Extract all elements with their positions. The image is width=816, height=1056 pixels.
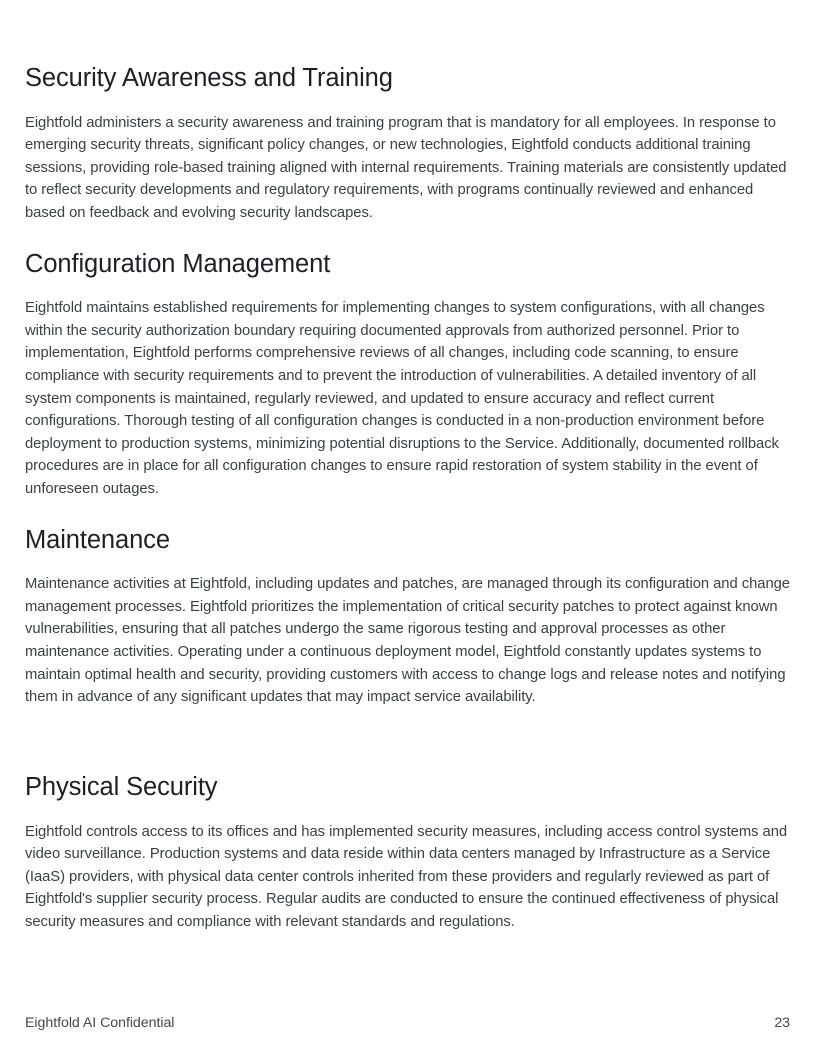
footer-page-number: 23 <box>774 1015 790 1031</box>
footer-confidentiality-notice: Eightfold AI Confidential <box>25 1015 175 1031</box>
section-configuration-management <box>25 248 790 501</box>
section-body: Eightfold administers a security awareness and training program that is mandatory for all employees. In response to emerging security threats, significant policy changes, or new technologies, Eightfold conducts additional training sessions, providing role-based training aligned with internal requirements. Training materials are consistently updated to reflect security developments and regulatory requirements, with programs continually reviewed and enhanced based on feedback and evolving security landscapes. <box>25 114 787 222</box>
document-content <box>25 0 790 933</box>
section-heading: Security Awareness and Training <box>25 64 393 92</box>
section-security-awareness-and-training <box>25 62 790 225</box>
section-body: Maintenance activities at Eightfold, including updates and patches, are managed through its configuration and change management processes. Eightfold prioritizes the implementation of critical security patches to protect against known vulnerabilities, ensuring that all patches undergo the same rigorous testing and approval processes as other maintenance activities. Operating under a continuous deployment model, Eightfold constantly updates systems to maintain optimal health and security, providing customers with access to change logs and release notes and notifying them in advance of any significant updates that may impact service availability. <box>25 576 790 706</box>
section-physical-security <box>25 771 790 934</box>
section-heading: Maintenance <box>25 525 170 554</box>
section-heading: Physical Security <box>25 772 218 801</box>
section-heading: Configuration Management <box>25 249 331 278</box>
page-footer <box>25 1015 790 1031</box>
section-body: Eightfold controls access to its offices and has implemented security measures, including access control systems and video surveillance. Production systems and data reside within data centers managed by Infrastructure as a Service (IaaS) providers, with physical data center controls inherited from these providers and regularly reviewed as part of Eightfold's supplier security process. Regular audits are conducted to ensure the continued effectiveness of physical security measures and compliance with relevant standards and regulations. <box>25 823 788 930</box>
section-body: Eightfold maintains established requirements for implementing changes to system configurations, with all changes within the security authorization boundary requiring documented approvals from authorized personnel. Prior to implementation, Eightfold performs comprehensive reviews of all changes, including code scanning, to ensure compliance with security requirements and to prevent the introduction of vulnerabilities. A detailed inventory of all system components is maintained, regularly reviewed, and updated to ensure accuracy and reflect current configurations. Thorough testing of all configuration changes is conducted in a non-production environment before deployment to production systems, minimizing potential disruptions to the Service. Additionally, documented rollback procedures are in place for all configuration changes to ensure rapid restoration of system stability in the event of unforeseen outages. <box>25 300 779 498</box>
section-maintenance <box>25 524 790 709</box>
